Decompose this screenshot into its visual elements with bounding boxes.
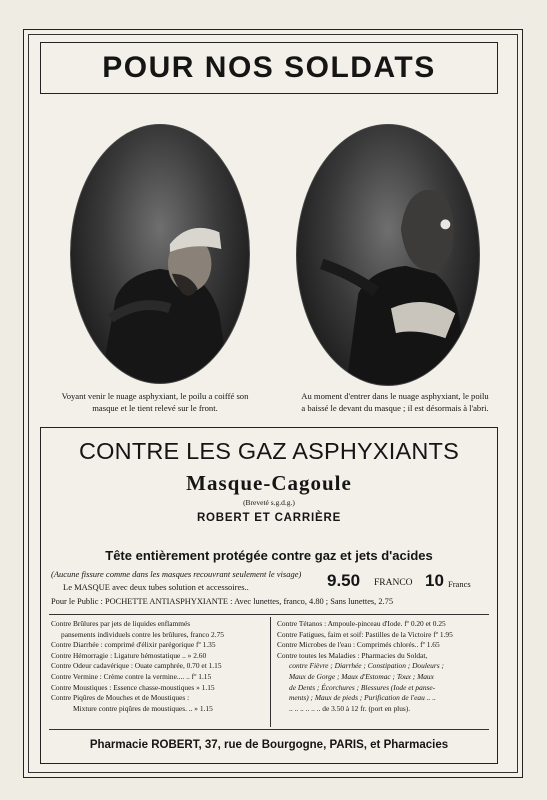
fissure-note: (Aucune fissure comme dans les masques recouvrant seulement le visage) (51, 569, 302, 579)
photo-left (70, 124, 250, 384)
remedies-right-list (277, 619, 453, 714)
page-frame (23, 29, 523, 778)
pharmacy-address: Pharmacie ROBERT, 37, rue de Bourgogne, PARIS, et Pharmacies (89, 739, 449, 751)
product-name: Masque-Cagoule (186, 471, 352, 495)
maker-name: ROBERT ET CARRIÈRE (196, 512, 342, 524)
list-item: .. .. .. .. .. .. de 3.50 à 12 fr. (port en plus). (289, 703, 411, 713)
list-item: Contre Microbes de l'eau : Comprimés chlorés.. fº 1.65 (277, 640, 440, 650)
list-item: Maux de Gorge ; Maux d'Estomac ; Toux ; Maux (289, 671, 434, 681)
list-item: de Dents ; Écorchures ; Blessures (Iode et panse- (289, 682, 436, 692)
mask-price: 9.50 (327, 571, 361, 590)
list-item: Contre Vermine : Crème contre la vermine.... .. fº 1.15 (51, 671, 212, 681)
list-item: Mixture contre piqûres de moustiques. .. » 1.15 (73, 703, 213, 713)
franco-price: 10 (425, 571, 444, 590)
patent-note: (Breveté s.g.d.g.) (243, 498, 295, 507)
francs-label: Francs (448, 579, 471, 589)
protection-claim: Tête entièrement protégée contre gaz et jets d'acides (105, 548, 433, 563)
caption-right (274, 391, 516, 414)
ad-headline: CONTRE LES GAZ ASPHYXIANTS (79, 438, 459, 464)
list-item: Contre Moustiques : Essence chasse-moustiques » 1.15 (51, 682, 215, 692)
list-item: ments) ; Maux de pieds ; Purification de l'eau .. .. (289, 693, 436, 703)
list-item: Contre Hémorragie : Ligature hémostatique .. » 2.60 (51, 650, 207, 660)
photo-right (296, 124, 480, 386)
public-pouch-line: Pour le Public : POCHETTE ANTIASPHYXIANTE : Avec lunettes, franco, 4.80 ; Sans lunettes, 2.75 (51, 597, 394, 606)
list-item: Contre Tétanos : Ampoule-pinceau d'Iode. fº 0.20 et 0.25 (277, 619, 446, 628)
remedies-left-list (51, 619, 224, 714)
list-item: contre Fièvre ; Diarrhée ; Constipation ; Douleurs ; (289, 661, 444, 671)
caption-left (36, 391, 274, 414)
soldier-mask-lowered-illustration (297, 125, 479, 385)
list-bottom-rule (49, 729, 489, 730)
caption-right-line-2: a baissé le devant du masque ; il est désormais à l'abri. (301, 402, 489, 413)
list-item: Contre Fatigues, faim et soif: Pastilles de la Victoire fº 1.95 (277, 629, 453, 639)
advertisement-box (40, 427, 498, 764)
title-box (40, 42, 498, 94)
list-item: Contre Odeur cadavérique : Ouate camphrée, 0.70 et 1.15 (51, 661, 222, 671)
list-top-rule (49, 614, 489, 615)
mask-price-line: Le MASQUE avec deux tubes solution et accessoires.. (63, 582, 249, 592)
list-divider (270, 617, 271, 727)
caption-left-line-2: masque et le tient relevé sur le front. (92, 402, 218, 413)
list-item: Contre Piqûres de Mouches et de Moustiques : (51, 693, 190, 703)
soldier-mask-raised-illustration (71, 125, 249, 383)
list-item: pansements individuels contre les brûlures, franco 2.75 (61, 629, 224, 639)
page-title: POUR NOS SOLDATS (102, 51, 436, 84)
franco-label: FRANCO (374, 578, 413, 588)
caption-right-line-1: Au moment d'entrer dans le nuage asphyxiant, le poilu (301, 391, 489, 401)
caption-left-line-1: Voyant venir le nuage asphyxiant, le poilu a coiffé son (61, 391, 249, 401)
list-item: Contre toutes les Maladies : Pharmacies du Soldat, (277, 650, 428, 660)
list-item: Contre Diarrhée : comprimé d'élixir parégorique fº 1.35 (51, 640, 216, 650)
list-item: Contre Brûlures par jets de liquides enflammés (51, 619, 191, 628)
